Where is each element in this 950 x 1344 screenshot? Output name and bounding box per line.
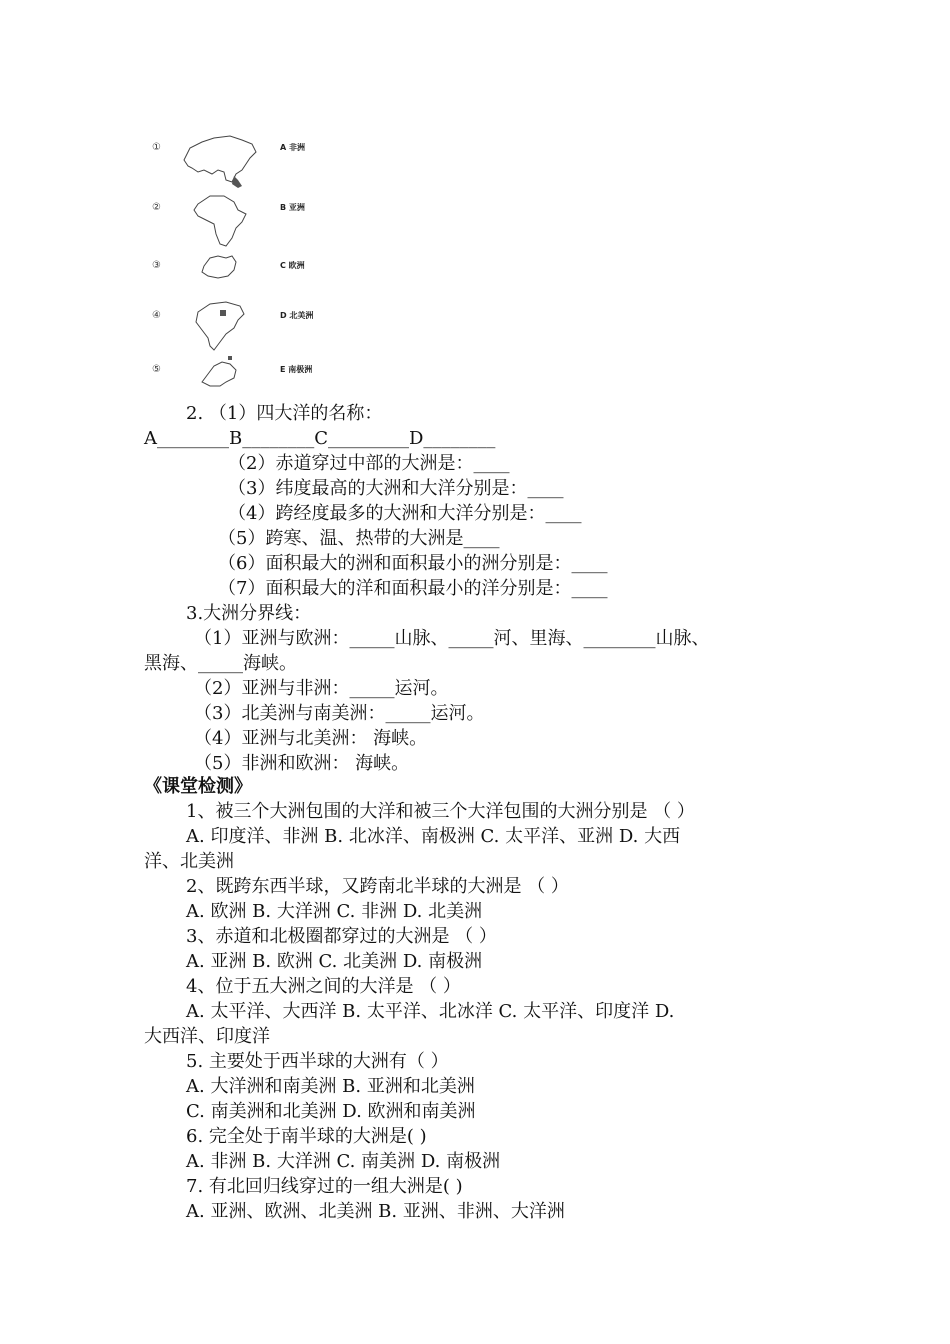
figure-row-number: ④ [152,310,161,321]
figure-row-label: E 南极洲 [280,365,313,374]
question-text: 6. 完全处于南半球的大洲是( ) [186,1126,427,1147]
answer-options: A. 大洋洲和南美洲 B. 亚洲和北美洲 [186,1076,475,1097]
figure-row [140,190,340,230]
question-text: 7. 有北回归线穿过的一组大洲是( ) [186,1176,463,1197]
text-line: （5）跨寒、温、热带的大洲是____ [218,528,500,549]
question-text: 3、赤道和北极圈都穿过的大洲是 （ ） [186,926,497,947]
figure-row-number: ② [152,202,161,213]
text-line: （3）北美洲与南美洲：_____运河。 [194,703,485,724]
text-line: （5）非洲和欧洲： 海峡。 [194,753,410,774]
text-line: （4）亚洲与北美洲： 海峡。 [194,728,428,749]
antarctica-map-outline [180,248,260,288]
text-line: （3）纬度最高的大洲和大洋分别是：____ [228,478,564,499]
text-line: （7）面积最大的洋和面积最小的洋分别是：____ [218,578,608,599]
asia-map-outline [180,130,260,190]
question-text: 4、位于五大洲之间的大洋是 （ ） [186,976,461,997]
figure-row [140,130,340,170]
answer-options: A. 太平洋、大西洋 B. 太平洋、北冰洋 C. 太平洋、印度洋 D. [186,1001,675,1022]
question-text: 5. 主要处于西半球的大洲有（ ） [186,1051,449,1072]
north-america-map-outline [180,298,260,358]
text-line: 黑海、_____海峡。 [144,653,297,674]
text-line: 2. （1）四大洋的名称： [186,403,383,424]
figure-row-label: B 亚洲 [280,203,305,212]
figure-row [140,298,340,338]
figure-row-label: D 北美洲 [280,311,314,320]
figure-row-label: A 非洲 [280,143,305,152]
answer-options: A. 亚洲、欧洲、北美洲 B. 亚洲、非洲、大洋洲 [186,1201,565,1222]
figure-row-number: ① [152,142,161,153]
figure-row-number: ⑤ [152,364,161,375]
text-line: （6）面积最大的洲和面积最小的洲分别是：____ [218,553,608,574]
figure-row [140,248,340,288]
answer-options: 大西洋、印度洋 [144,1026,270,1047]
text-line: （2）赤道穿过中部的大洲是：____ [228,453,510,474]
africa-map-outline [180,190,260,250]
text-line: A________B________C_________D________ [144,428,496,449]
text-line: （1）亚洲与欧洲：_____山脉、_____河、里海、________山脉、 [194,628,710,649]
answer-options: A. 亚洲 B. 欧洲 C. 北美洲 D. 南极洲 [186,951,483,972]
europe-map-outline [180,352,260,392]
text-line: （2）亚洲与非洲：_____运河。 [194,678,449,699]
figure-row-number: ③ [152,260,161,271]
text-line: 3.大洲分界线： [186,603,312,624]
question-text: 2、既跨东西半球，又跨南北半球的大洲是 （ ） [186,876,569,897]
answer-options: A. 印度洋、非洲 B. 北冰洋、南极洲 C. 太平洋、亚洲 D. 大西 [186,826,681,847]
answer-options: C. 南美洲和北美洲 D. 欧洲和南美洲 [186,1101,476,1122]
answer-options: 洋、北美洲 [144,851,234,872]
question-text: 1、被三个大洲包围的大洋和被三个大洋包围的大洲分别是 （ ） [186,801,695,822]
text-line: （4）跨经度最多的大洲和大洋分别是：____ [228,503,582,524]
continent-matching-figure [140,120,340,390]
section-heading: 《课堂检测》 [144,776,252,797]
answer-options: A. 非洲 B. 大洋洲 C. 南美洲 D. 南极洲 [186,1151,501,1172]
answer-options: A. 欧洲 B. 大洋洲 C. 非洲 D. 北美洲 [186,901,483,922]
figure-row-label: C 欧洲 [280,261,305,270]
figure-row [140,352,340,392]
